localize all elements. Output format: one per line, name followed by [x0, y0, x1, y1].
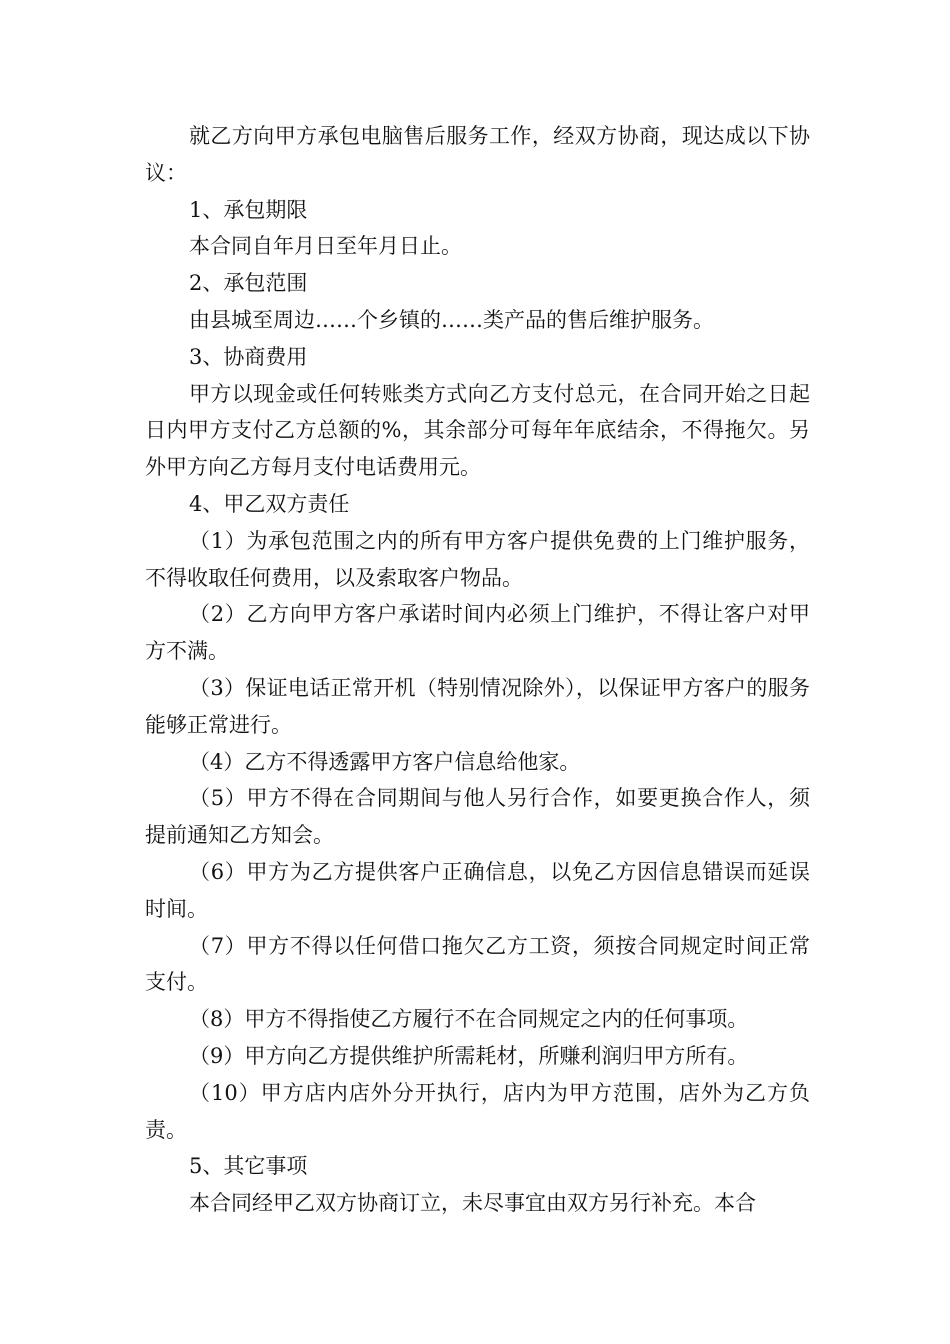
clause-1: （1）为承包范围之内的所有甲方客户提供免费的上门维护服务，不得收取任何费用，以及索取客户物品。	[145, 528, 810, 590]
clause-6: （6）甲方为乙方提供客户正确信息，以免乙方因信息错误而延误时间。	[145, 859, 810, 921]
clause-9: （9）甲方向乙方提供维护所需耗材，所赚利润归甲方所有。	[189, 1043, 749, 1068]
clause-10: （10）甲方店内店外分开执行，店内为甲方范围，店外为乙方负责。	[145, 1080, 810, 1142]
heading-contract-scope: 2、承包范围	[189, 271, 308, 296]
heading-contract-term: 1、承包期限	[189, 197, 308, 222]
clause-7: （7）甲方不得以任何借口拖欠乙方工资，须按合同规定时间正常支付。	[145, 933, 810, 995]
heading-fees: 3、协商费用	[189, 344, 308, 369]
paragraph-intro: 就乙方向甲方承包电脑售后服务工作，经双方协商，现达成以下协议：	[145, 124, 810, 185]
clause-8: （8）甲方不得指使乙方履行不在合同规定之内的任何事项。	[189, 1007, 749, 1032]
paragraph-fees: 甲方以现金或任何转账类方式向乙方支付总元，在合同开始之日起日内甲方支付乙方总额的%，其余部分可每年年底结余，不得拖欠。另外甲方向乙方每月支付电话费用元。	[145, 381, 810, 480]
heading-responsibilities: 4、甲乙双方责任	[189, 491, 350, 516]
clause-2: （2）乙方向甲方客户承诺时间内必须上门维护，不得让客户对甲方不满。	[145, 602, 810, 664]
paragraph-other-matters: 本合同经甲乙双方协商订立，未尽事宜由双方另行补充。本合	[189, 1191, 756, 1216]
paragraph-contract-term: 本合同自年月日至年月日止。	[189, 234, 462, 259]
document-page	[145, 118, 810, 1318]
clause-4: （4）乙方不得透露甲方客户信息给他家。	[189, 749, 581, 774]
clause-5: （5）甲方不得在合同期间与他人另行合作，如要更换合作人，须提前通知乙方知会。	[145, 786, 810, 848]
clause-3: （3）保证电话正常开机（特别情况除外），以保证甲方客户的服务能够正常进行。	[145, 675, 810, 737]
heading-other-matters: 5、其它事项	[189, 1154, 308, 1179]
paragraph-contract-scope: 由县城至周边……个乡镇的……类产品的售后维护服务。	[189, 307, 714, 332]
